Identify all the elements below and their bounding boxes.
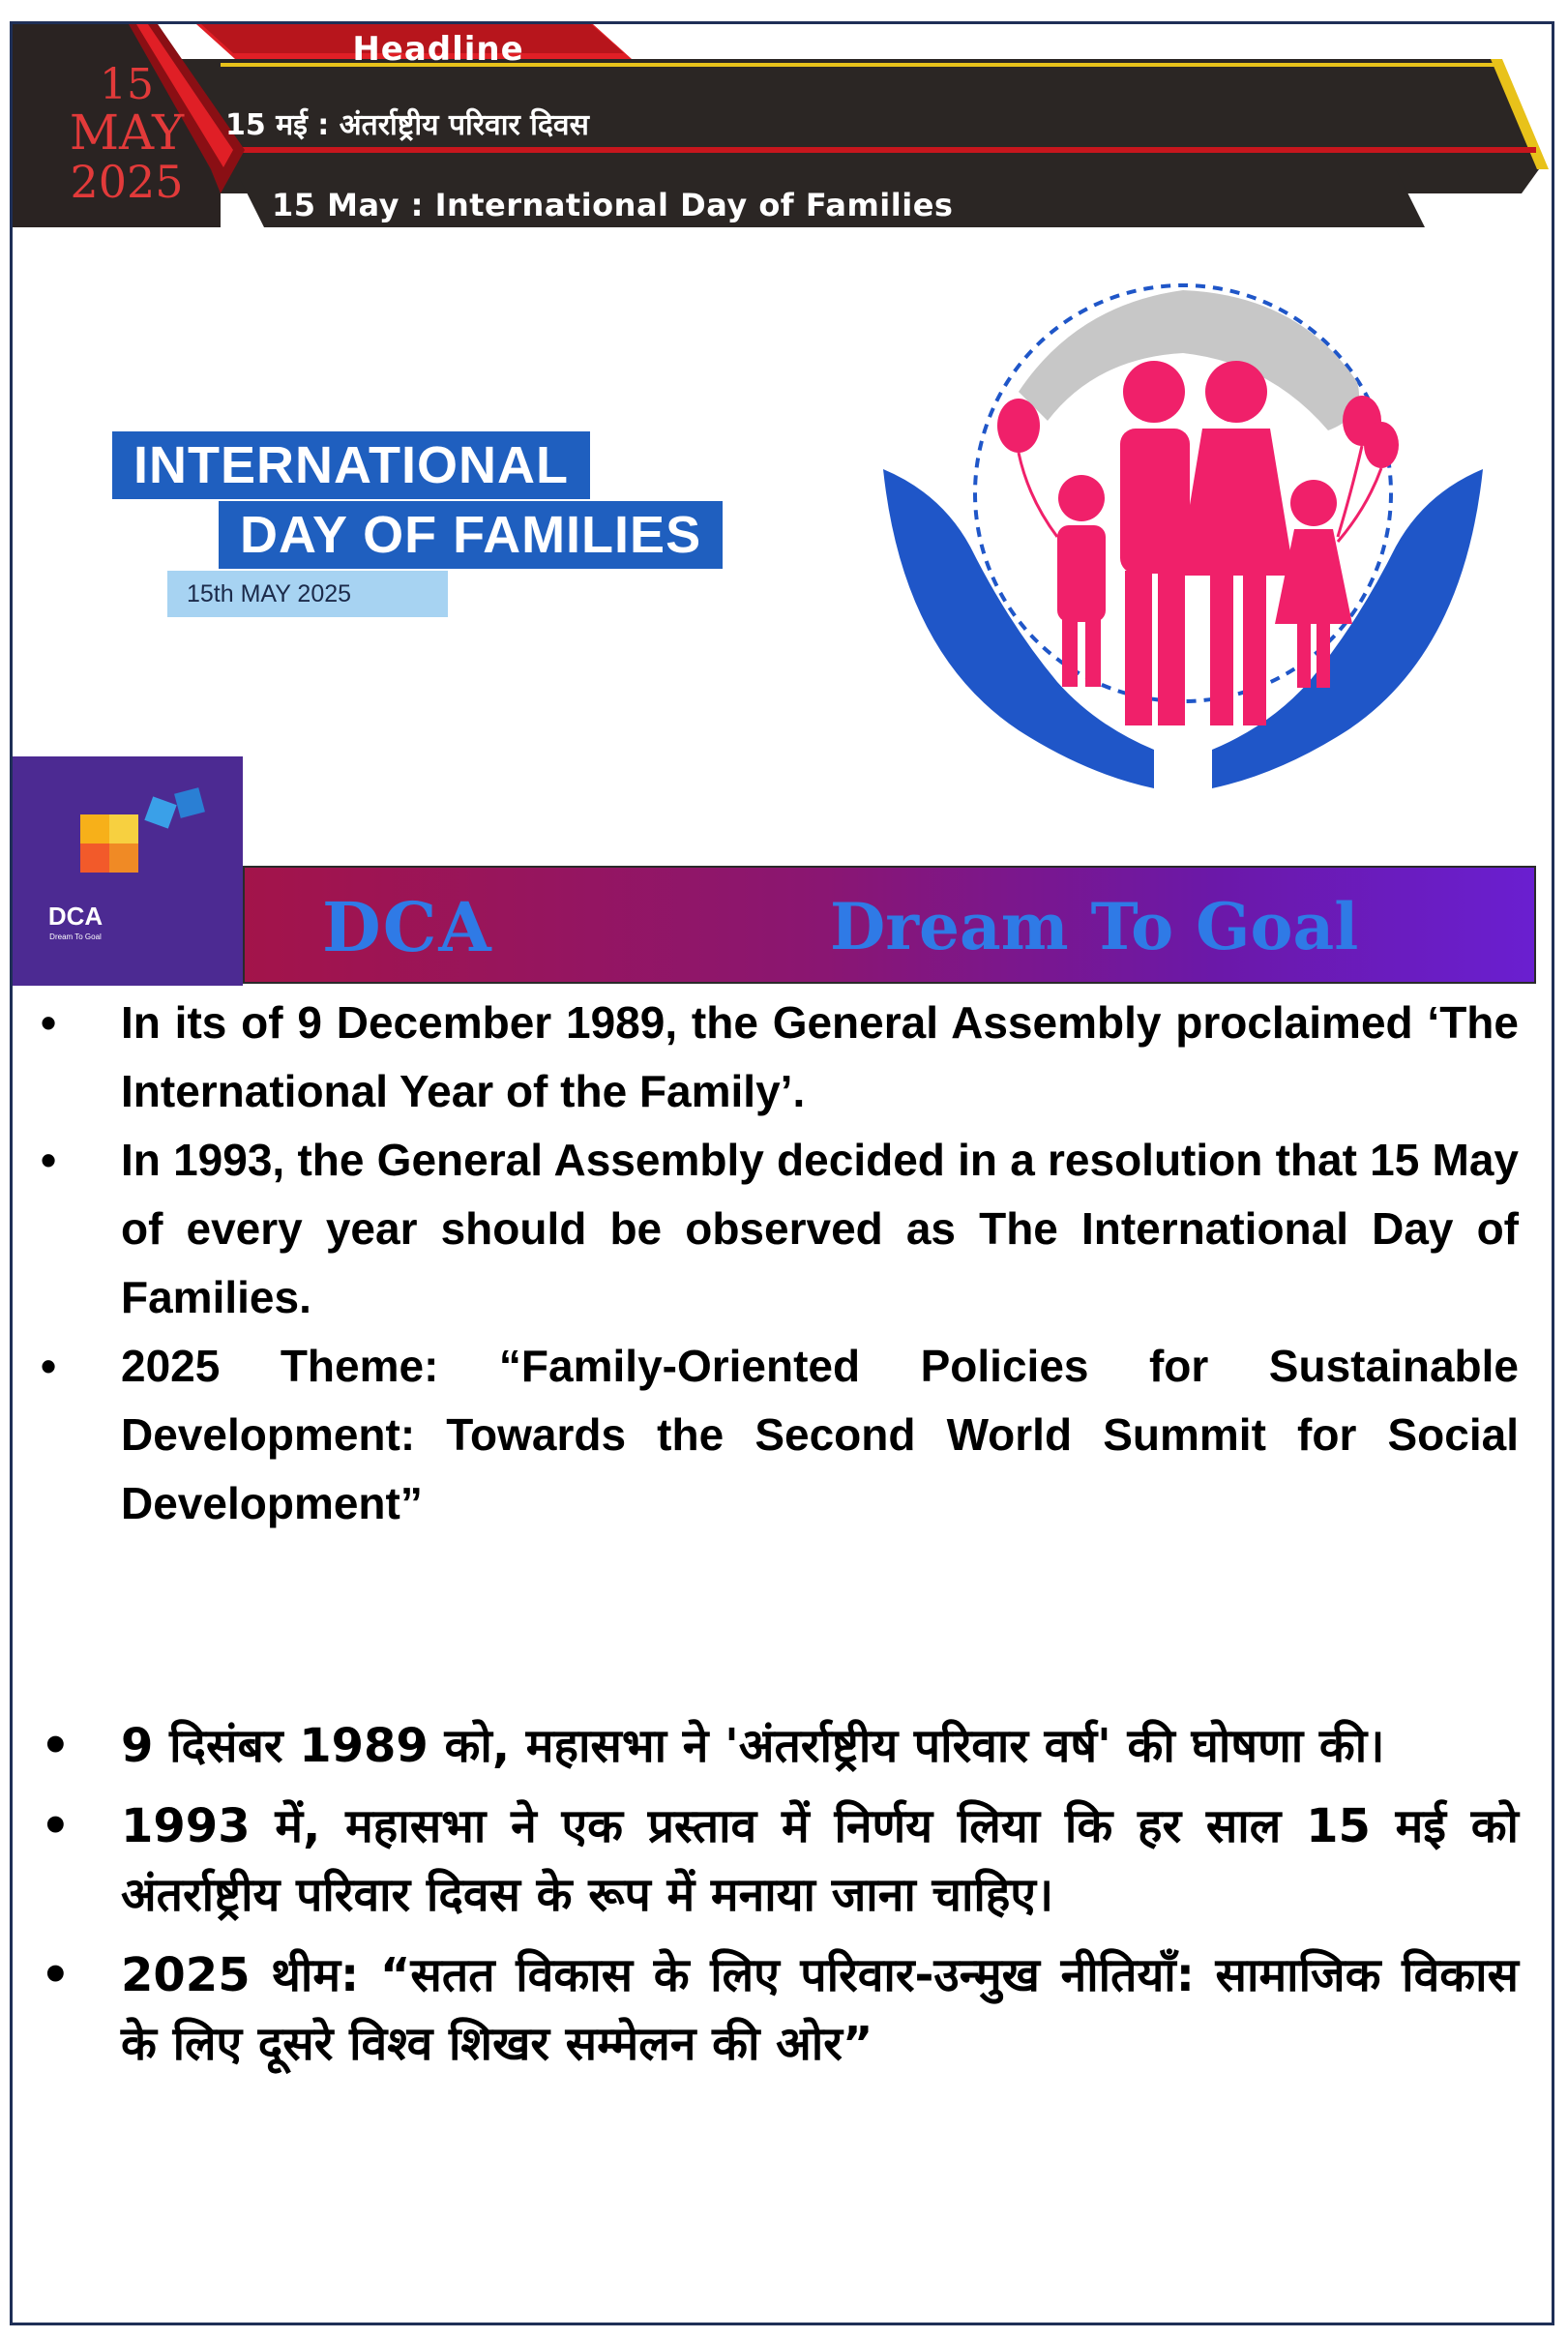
english-point-3 xyxy=(29,1332,1519,1538)
hero-title-line1: INTERNATIONAL xyxy=(112,431,590,499)
date-badge xyxy=(49,60,204,208)
hindi-section xyxy=(29,1712,1519,2090)
bullet: • xyxy=(41,997,57,1048)
english-point-2 xyxy=(29,1126,1519,1332)
hero-image xyxy=(13,227,1552,866)
english-point-text: 2025 Theme: “Family-Oriented Policies for Sustainable Development: Towards the Second World Summit for Social Development” xyxy=(121,1341,1519,1528)
headline-english: 15 May : International Day of Families xyxy=(272,187,954,223)
headline-hindi: 15 मई : अंतर्राष्ट्रीय परिवार दिवस xyxy=(225,108,589,142)
date-year: 2025 xyxy=(70,155,184,208)
bullet: • xyxy=(41,1341,57,1391)
headline-tab-label: Headline xyxy=(352,30,524,69)
dca-logo-text: DCA xyxy=(47,902,104,931)
hindi-point-3 xyxy=(29,1941,1519,2079)
dca-logo xyxy=(13,756,243,986)
banner-tagline: Dream To Goal xyxy=(830,889,1359,964)
hindi-point-text: 1993 में, महासभा ने एक प्रस्ताव में निर्णय लिया कि हर साल 15 मई को अंतर्राष्ट्रीय परिवार दिवस के रूप में मनाया जाना चाहिए। xyxy=(121,1799,1519,1922)
family-hands-globe-icon xyxy=(864,247,1483,827)
hindi-point-text: 9 दिसंबर 1989 को, महासभा ने 'अंतर्राष्ट्रीय परिवार वर्ष' की घोषणा की। xyxy=(121,1719,1385,1773)
english-point-text: In 1993, the General Assembly decided in a resolution that 15 May of every year should be observed as The International Day of Families. xyxy=(121,1135,1519,1322)
english-point-text: In its of 9 December 1989, the General Assembly proclaimed ‘The International Year of the Family’. xyxy=(121,997,1519,1116)
hero-date-label: 15th MAY 2025 xyxy=(167,571,448,617)
hindi-point-text: 2025 थीम: “सतत विकास के लिए परिवार-उन्मुख नीतियाँ: सामाजिक विकास के लिए दूसरे विश्व शिखर सम्मेलन की ओर” xyxy=(121,1948,1519,2071)
bullet: • xyxy=(41,1799,71,1853)
date-month: MAY xyxy=(69,104,185,162)
bullet: • xyxy=(41,1135,57,1185)
hindi-point-1 xyxy=(29,1712,1519,1781)
dca-logo-tagline: Dream To Goal xyxy=(49,932,102,941)
dca-banner xyxy=(243,866,1536,984)
bullet: • xyxy=(41,1719,71,1773)
english-point-1 xyxy=(29,989,1519,1126)
banner-brand: DCA xyxy=(322,887,493,967)
hindi-point-2 xyxy=(29,1792,1519,1930)
hero-title-line2: DAY OF FAMILIES xyxy=(219,501,723,569)
headline-header xyxy=(13,24,1552,227)
puzzle-icon xyxy=(13,756,243,902)
english-section xyxy=(29,989,1519,1538)
date-day: 15 xyxy=(100,60,154,109)
bullet: • xyxy=(41,1948,71,2002)
